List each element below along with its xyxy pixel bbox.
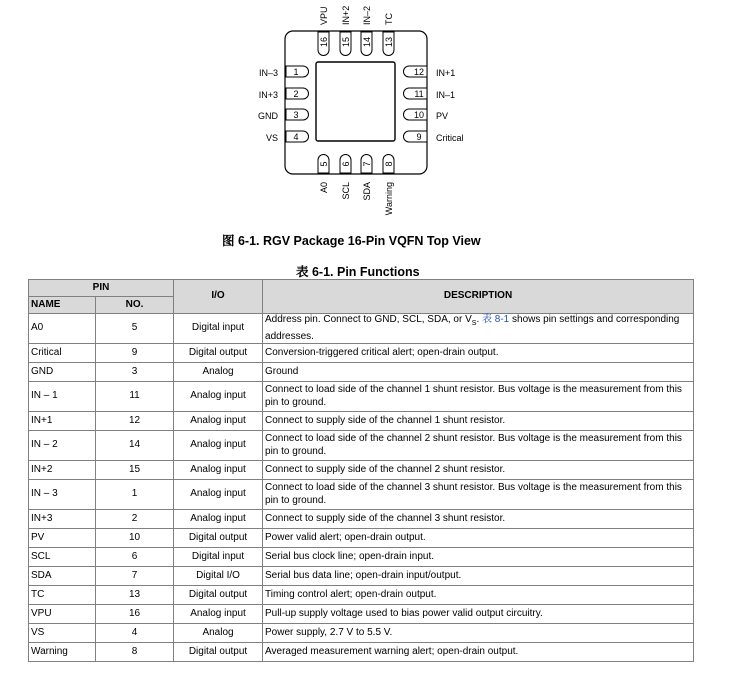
pin-2 (259, 88, 309, 100)
svg-text:2: 2 (293, 89, 299, 99)
table-row (29, 548, 694, 567)
pin-number: 4 (96, 624, 174, 643)
svg-text:IN–1: IN–1 (436, 90, 456, 100)
svg-text:GND: GND (258, 111, 278, 121)
pin-number: 12 (96, 412, 174, 431)
svg-text:IN+1: IN+1 (436, 68, 456, 78)
svg-text:13: 13 (384, 36, 394, 48)
pin-name: IN+2 (29, 461, 96, 480)
svg-text:Critical: Critical (436, 133, 464, 143)
pin-description: Power supply, 2.7 V to 5.5 V. (263, 624, 694, 643)
pin-description: Ground (263, 363, 694, 382)
svg-text:IN–3: IN–3 (258, 68, 278, 78)
pin-name: IN – 1 (29, 382, 96, 412)
pin-io: Digital output (174, 643, 263, 662)
header-io: I/O (174, 280, 263, 314)
table-row (29, 624, 694, 643)
pin-io: Analog input (174, 480, 263, 510)
exposed-thermal-pad (316, 62, 395, 141)
svg-text:PV: PV (436, 111, 449, 121)
pin-number: 7 (96, 567, 174, 586)
pin-10 (404, 109, 449, 121)
pin-name: A0 (29, 314, 96, 344)
table-row (29, 529, 694, 548)
svg-text:SCL: SCL (341, 182, 351, 200)
svg-text:1: 1 (293, 67, 299, 77)
pin-io: Analog input (174, 461, 263, 480)
header-name: NAME (29, 297, 96, 314)
header-description: DESCRIPTION (263, 280, 694, 314)
pin-io: Analog (174, 363, 263, 382)
pin-number: 10 (96, 529, 174, 548)
pin-name: Warning (29, 643, 96, 662)
svg-text:8: 8 (384, 161, 394, 167)
svg-text:3: 3 (293, 110, 299, 120)
pin-io: Digital output (174, 586, 263, 605)
table-row (29, 363, 694, 382)
pin-description: Connect to supply side of the channel 1 shunt resistor. (263, 412, 694, 431)
pin-description: Connect to load side of the channel 1 shunt resistor. Bus voltage is the measurement from this pin to ground. (263, 382, 694, 412)
table-row (29, 605, 694, 624)
pin-number: 13 (96, 586, 174, 605)
svg-text:Warning: Warning (384, 182, 394, 216)
pin-description: Timing control alert; open-drain output. (263, 586, 694, 605)
pin-io: Analog input (174, 431, 263, 461)
svg-text:4: 4 (293, 132, 299, 142)
pin-number: 9 (96, 344, 174, 363)
pin-io: Analog input (174, 510, 263, 529)
svg-text:IN+2: IN+2 (341, 5, 351, 25)
pin-description: Address pin. Connect to GND, SCL, SDA, or $V_S$. 表 8-1 shows pin settings and corresponding addresses. (263, 314, 694, 344)
table-row (29, 461, 694, 480)
svg-text:5: 5 (319, 161, 329, 167)
pin-io: Digital I/O (174, 567, 263, 586)
svg-text:15: 15 (341, 36, 351, 48)
pin-13 (383, 13, 394, 56)
pin-io: Analog input (174, 382, 263, 412)
pin-description: Connect to load side of the channel 3 shunt resistor. Bus voltage is the measurement from this pin to ground. (263, 480, 694, 510)
svg-text:16: 16 (319, 36, 329, 48)
pin-name: Critical (29, 344, 96, 363)
pin-io: Digital output (174, 529, 263, 548)
pin-number: 5 (96, 314, 174, 344)
table-row (29, 314, 694, 344)
pin-description: Conversion-triggered critical alert; open-drain output. (263, 344, 694, 363)
table-caption: 表 6-1. Pin Functions (296, 265, 420, 279)
pin-io: Digital input (174, 548, 263, 567)
pin-name: IN – 3 (29, 480, 96, 510)
svg-text:7: 7 (362, 161, 372, 167)
pin-io: Digital output (174, 344, 263, 363)
pin-8 (383, 155, 394, 216)
svg-text:11: 11 (414, 89, 424, 99)
svg-text:TC: TC (384, 13, 394, 25)
svg-text:A0: A0 (319, 182, 329, 194)
pin-description: Connect to supply side of the channel 3 shunt resistor. (263, 510, 694, 529)
pin-description: Connect to load side of the channel 2 shunt resistor. Bus voltage is the measurement from this pin to ground. (263, 431, 694, 461)
pin-name: VPU (29, 605, 96, 624)
figure-caption: 图 6-1. RGV Package 16-Pin VQFN Top View (222, 234, 481, 248)
svg-text:14: 14 (362, 36, 372, 48)
pin-io: Digital input (174, 314, 263, 344)
pin-11 (404, 88, 456, 100)
pin-description: Pull-up supply voltage used to bias power valid output circuitry. (263, 605, 694, 624)
pin-description: Connect to supply side of the channel 2 shunt resistor. (263, 461, 694, 480)
pin-number: 16 (96, 605, 174, 624)
pin-description: Serial bus clock line; open-drain input. (263, 548, 694, 567)
pin-number: 1 (96, 480, 174, 510)
svg-text:SDA: SDA (362, 182, 372, 201)
svg-text:10: 10 (413, 110, 425, 120)
pin-number: 6 (96, 548, 174, 567)
pin-name: TC (29, 586, 96, 605)
table-row (29, 643, 694, 662)
table-row (29, 431, 694, 461)
pin-6 (340, 155, 351, 200)
svg-text:12: 12 (413, 67, 425, 77)
pin-name: SDA (29, 567, 96, 586)
pin-io: Analog (174, 624, 263, 643)
pin-number: 14 (96, 431, 174, 461)
pin-1 (259, 66, 309, 78)
table-row (29, 344, 694, 363)
pin-name: PV (29, 529, 96, 548)
pin-description: Power valid alert; open-drain output. (263, 529, 694, 548)
pin-description: Averaged measurement warning alert; open-drain output. (263, 643, 694, 662)
pin-name: VS (29, 624, 96, 643)
pin-name: GND (29, 363, 96, 382)
svg-text:9: 9 (416, 132, 422, 142)
svg-text:IN–2: IN–2 (362, 5, 372, 25)
pin-number: 15 (96, 461, 174, 480)
table-row (29, 412, 694, 431)
pin-number: 11 (96, 382, 174, 412)
svg-text:VPU: VPU (319, 6, 329, 25)
pin-name: IN+1 (29, 412, 96, 431)
pin-3 (258, 109, 309, 121)
pin-description: Serial bus data line; open-drain input/output. (263, 567, 694, 586)
table-row (29, 382, 694, 412)
svg-text:IN+3: IN+3 (258, 90, 278, 100)
svg-text:6: 6 (341, 161, 351, 167)
pin-12 (404, 66, 456, 78)
table-8-1-link[interactable]: 表 8-1 (482, 314, 510, 325)
table-row (29, 567, 694, 586)
pin-9 (404, 131, 464, 143)
table-row (29, 480, 694, 510)
header-pin: PIN (29, 280, 174, 297)
pin-io: Analog input (174, 412, 263, 431)
table-row (29, 586, 694, 605)
pin-name: SCL (29, 548, 96, 567)
header-no: NO. (96, 297, 174, 314)
pin-4 (266, 131, 309, 143)
pin-name: IN+3 (29, 510, 96, 529)
pin-io: Analog input (174, 605, 263, 624)
pin-number: 2 (96, 510, 174, 529)
table-row (29, 510, 694, 529)
pin-number: 3 (96, 363, 174, 382)
pin-functions-table (28, 279, 694, 662)
pin-name: IN – 2 (29, 431, 96, 461)
pin-number: 8 (96, 643, 174, 662)
pinout-diagram (0, 0, 731, 228)
pin-7 (361, 155, 372, 201)
svg-text:VS: VS (265, 133, 278, 143)
